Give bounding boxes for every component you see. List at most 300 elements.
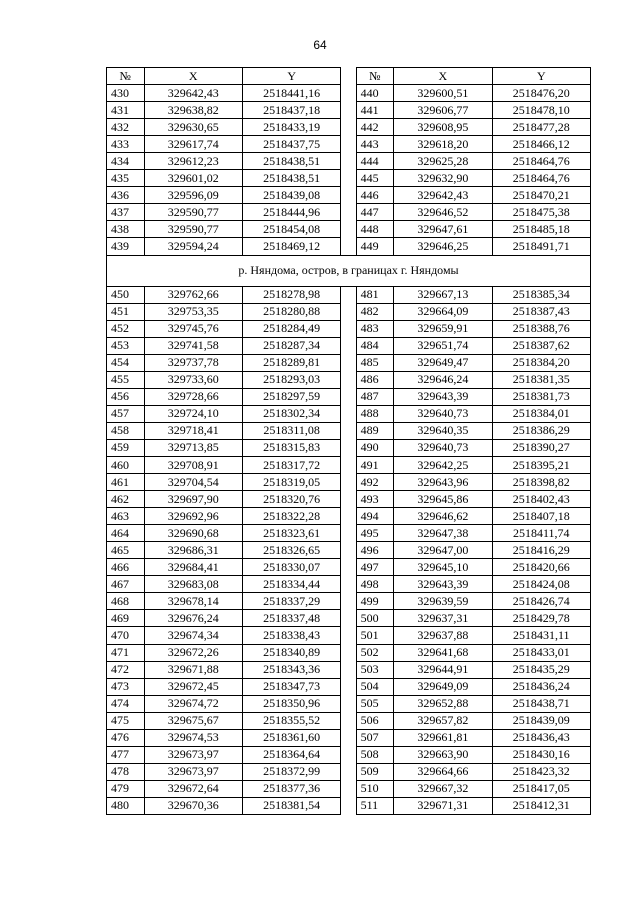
x-coordinate: 329618,20	[394, 136, 492, 153]
point-number: 511	[356, 797, 394, 814]
x-coordinate: 329674,34	[144, 627, 242, 644]
x-coordinate: 329676,24	[144, 610, 242, 627]
y-coordinate: 2518364,64	[242, 746, 340, 763]
y-coordinate: 2518469,12	[242, 238, 340, 255]
y-coordinate: 2518464,76	[492, 153, 590, 170]
y-coordinate: 2518439,08	[242, 187, 340, 204]
column-gap	[341, 746, 356, 763]
y-coordinate: 2518431,11	[492, 627, 590, 644]
y-coordinate: 2518454,08	[242, 221, 340, 238]
y-coordinate: 2518387,62	[492, 337, 590, 354]
column-gap	[341, 119, 356, 136]
y-coordinate: 2518289,81	[242, 354, 340, 371]
column-gap	[341, 474, 356, 491]
table-row	[107, 627, 591, 644]
x-coordinate: 329596,09	[144, 187, 242, 204]
table-row	[107, 797, 591, 814]
y-coordinate: 2518347,73	[242, 678, 340, 695]
table-row	[107, 491, 591, 508]
y-coordinate: 2518438,51	[242, 170, 340, 187]
table-header-row	[107, 68, 591, 85]
point-number: 485	[356, 354, 394, 371]
x-coordinate: 329590,77	[144, 221, 242, 238]
y-coordinate: 2518436,43	[492, 729, 590, 746]
column-gap	[341, 542, 356, 559]
x-coordinate: 329724,10	[144, 405, 242, 422]
table-row	[107, 371, 591, 388]
table-row	[107, 238, 591, 255]
y-coordinate: 2518464,76	[492, 170, 590, 187]
table-row	[107, 610, 591, 627]
x-coordinate: 329644,91	[394, 661, 492, 678]
x-coordinate: 329640,73	[394, 405, 492, 422]
x-coordinate: 329643,96	[394, 474, 492, 491]
table-row	[107, 456, 591, 473]
x-coordinate: 329708,91	[144, 456, 242, 473]
table-row	[107, 405, 591, 422]
column-gap	[341, 354, 356, 371]
point-number: 509	[356, 763, 394, 780]
y-coordinate: 2518441,16	[242, 85, 340, 102]
x-coordinate: 329645,86	[394, 491, 492, 508]
column-gap	[341, 797, 356, 814]
point-number: 489	[356, 422, 394, 439]
y-coordinate: 2518355,52	[242, 712, 340, 729]
y-coordinate: 2518377,36	[242, 780, 340, 797]
x-coordinate: 329671,31	[394, 797, 492, 814]
header-num-left: №	[107, 68, 145, 85]
point-number: 444	[356, 153, 394, 170]
point-number: 473	[107, 678, 145, 695]
point-number: 450	[107, 286, 145, 303]
x-coordinate: 329672,64	[144, 780, 242, 797]
y-coordinate: 2518390,27	[492, 439, 590, 456]
point-number: 438	[107, 221, 145, 238]
x-coordinate: 329713,85	[144, 439, 242, 456]
point-number: 496	[356, 542, 394, 559]
x-coordinate: 329600,51	[394, 85, 492, 102]
table-block-2	[107, 286, 591, 814]
x-coordinate: 329664,09	[394, 303, 492, 320]
y-coordinate: 2518326,65	[242, 542, 340, 559]
point-number: 470	[107, 627, 145, 644]
point-number: 488	[356, 405, 394, 422]
column-gap	[341, 439, 356, 456]
point-number: 475	[107, 712, 145, 729]
y-coordinate: 2518381,73	[492, 388, 590, 405]
point-number: 467	[107, 576, 145, 593]
y-coordinate: 2518444,96	[242, 204, 340, 221]
y-coordinate: 2518350,96	[242, 695, 340, 712]
table-row	[107, 221, 591, 238]
table-row	[107, 102, 591, 119]
section-title: р. Няндома, остров, в границах г. Няндомы	[107, 255, 591, 286]
point-number: 462	[107, 491, 145, 508]
point-number: 447	[356, 204, 394, 221]
x-coordinate: 329674,72	[144, 695, 242, 712]
x-coordinate: 329637,31	[394, 610, 492, 627]
column-gap	[341, 204, 356, 221]
column-gap	[341, 170, 356, 187]
column-gap	[341, 780, 356, 797]
x-coordinate: 329672,26	[144, 644, 242, 661]
column-gap	[341, 320, 356, 337]
point-number: 491	[356, 456, 394, 473]
point-number: 453	[107, 337, 145, 354]
column-gap	[341, 610, 356, 627]
y-coordinate: 2518311,08	[242, 422, 340, 439]
point-number: 464	[107, 525, 145, 542]
point-number: 495	[356, 525, 394, 542]
point-number: 479	[107, 780, 145, 797]
y-coordinate: 2518436,24	[492, 678, 590, 695]
y-coordinate: 2518437,18	[242, 102, 340, 119]
y-coordinate: 2518381,35	[492, 371, 590, 388]
x-coordinate: 329640,73	[394, 439, 492, 456]
header-x-right: X	[394, 68, 492, 85]
column-gap	[341, 508, 356, 525]
point-number: 481	[356, 286, 394, 303]
y-coordinate: 2518412,31	[492, 797, 590, 814]
table-row	[107, 286, 591, 303]
y-coordinate: 2518477,28	[492, 119, 590, 136]
table-row	[107, 85, 591, 102]
table-row	[107, 525, 591, 542]
y-coordinate: 2518320,76	[242, 491, 340, 508]
column-gap	[341, 68, 356, 85]
table-block-1	[107, 85, 591, 255]
y-coordinate: 2518485,18	[492, 221, 590, 238]
point-number: 494	[356, 508, 394, 525]
column-gap	[341, 153, 356, 170]
x-coordinate: 329625,28	[394, 153, 492, 170]
table-row	[107, 320, 591, 337]
x-coordinate: 329630,65	[144, 119, 242, 136]
x-coordinate: 329737,78	[144, 354, 242, 371]
x-coordinate: 329645,10	[394, 559, 492, 576]
point-number: 500	[356, 610, 394, 627]
table-row	[107, 644, 591, 661]
point-number: 504	[356, 678, 394, 695]
point-number: 468	[107, 593, 145, 610]
x-coordinate: 329673,97	[144, 746, 242, 763]
x-coordinate: 329686,31	[144, 542, 242, 559]
point-number: 508	[356, 746, 394, 763]
table-row	[107, 204, 591, 221]
y-coordinate: 2518385,34	[492, 286, 590, 303]
x-coordinate: 329741,58	[144, 337, 242, 354]
y-coordinate: 2518395,21	[492, 456, 590, 473]
y-coordinate: 2518280,88	[242, 303, 340, 320]
point-number: 436	[107, 187, 145, 204]
point-number: 469	[107, 610, 145, 627]
column-gap	[341, 286, 356, 303]
x-coordinate: 329617,74	[144, 136, 242, 153]
point-number: 477	[107, 746, 145, 763]
point-number: 439	[107, 238, 145, 255]
point-number: 506	[356, 712, 394, 729]
column-gap	[341, 187, 356, 204]
x-coordinate: 329652,88	[394, 695, 492, 712]
point-number: 435	[107, 170, 145, 187]
y-coordinate: 2518361,60	[242, 729, 340, 746]
point-number: 466	[107, 559, 145, 576]
x-coordinate: 329733,60	[144, 371, 242, 388]
point-number: 492	[356, 474, 394, 491]
y-coordinate: 2518340,89	[242, 644, 340, 661]
table-row	[107, 388, 591, 405]
point-number: 443	[356, 136, 394, 153]
y-coordinate: 2518402,43	[492, 491, 590, 508]
y-coordinate: 2518439,09	[492, 712, 590, 729]
point-number: 434	[107, 153, 145, 170]
point-number: 459	[107, 439, 145, 456]
table-row	[107, 661, 591, 678]
y-coordinate: 2518426,74	[492, 593, 590, 610]
column-gap	[341, 221, 356, 238]
y-coordinate: 2518334,44	[242, 576, 340, 593]
table-row	[107, 354, 591, 371]
y-coordinate: 2518293,03	[242, 371, 340, 388]
column-gap	[341, 405, 356, 422]
y-coordinate: 2518338,43	[242, 627, 340, 644]
x-coordinate: 329646,52	[394, 204, 492, 221]
column-gap	[341, 525, 356, 542]
x-coordinate: 329690,68	[144, 525, 242, 542]
point-number: 448	[356, 221, 394, 238]
table-row	[107, 170, 591, 187]
column-gap	[341, 712, 356, 729]
column-gap	[341, 593, 356, 610]
y-coordinate: 2518287,34	[242, 337, 340, 354]
table-row	[107, 593, 591, 610]
x-coordinate: 329643,39	[394, 388, 492, 405]
coordinates-table	[106, 67, 591, 815]
x-coordinate: 329697,90	[144, 491, 242, 508]
x-coordinate: 329670,36	[144, 797, 242, 814]
y-coordinate: 2518417,05	[492, 780, 590, 797]
y-coordinate: 2518319,05	[242, 474, 340, 491]
point-number: 486	[356, 371, 394, 388]
x-coordinate: 329657,82	[394, 712, 492, 729]
table-row	[107, 303, 591, 320]
point-number: 446	[356, 187, 394, 204]
y-coordinate: 2518424,08	[492, 576, 590, 593]
y-coordinate: 2518337,48	[242, 610, 340, 627]
y-coordinate: 2518430,16	[492, 746, 590, 763]
point-number: 498	[356, 576, 394, 593]
y-coordinate: 2518433,19	[242, 119, 340, 136]
point-number: 452	[107, 320, 145, 337]
header-x-left: X	[144, 68, 242, 85]
y-coordinate: 2518323,61	[242, 525, 340, 542]
x-coordinate: 329638,82	[144, 102, 242, 119]
table-row	[107, 474, 591, 491]
point-number: 465	[107, 542, 145, 559]
point-number: 461	[107, 474, 145, 491]
x-coordinate: 329659,91	[394, 320, 492, 337]
x-coordinate: 329643,39	[394, 576, 492, 593]
column-gap	[341, 627, 356, 644]
x-coordinate: 329608,95	[394, 119, 492, 136]
point-number: 478	[107, 763, 145, 780]
column-gap	[341, 303, 356, 320]
x-coordinate: 329646,24	[394, 371, 492, 388]
x-coordinate: 329745,76	[144, 320, 242, 337]
point-number: 484	[356, 337, 394, 354]
column-gap	[341, 695, 356, 712]
y-coordinate: 2518386,29	[492, 422, 590, 439]
y-coordinate: 2518466,12	[492, 136, 590, 153]
point-number: 490	[356, 439, 394, 456]
header-y-right: Y	[492, 68, 590, 85]
point-number: 431	[107, 102, 145, 119]
column-gap	[341, 491, 356, 508]
x-coordinate: 329704,54	[144, 474, 242, 491]
section-row	[107, 255, 591, 286]
table-row	[107, 119, 591, 136]
page-number: 64	[313, 38, 327, 52]
column-gap	[341, 661, 356, 678]
x-coordinate: 329649,09	[394, 678, 492, 695]
y-coordinate: 2518429,78	[492, 610, 590, 627]
x-coordinate: 329612,23	[144, 153, 242, 170]
table-row	[107, 576, 591, 593]
header-y-left: Y	[242, 68, 340, 85]
x-coordinate: 329673,97	[144, 763, 242, 780]
point-number: 507	[356, 729, 394, 746]
point-number: 493	[356, 491, 394, 508]
table-row	[107, 559, 591, 576]
column-gap	[341, 644, 356, 661]
x-coordinate: 329632,90	[394, 170, 492, 187]
x-coordinate: 329647,61	[394, 221, 492, 238]
point-number: 430	[107, 85, 145, 102]
x-coordinate: 329664,66	[394, 763, 492, 780]
point-number: 483	[356, 320, 394, 337]
y-coordinate: 2518278,98	[242, 286, 340, 303]
y-coordinate: 2518372,99	[242, 763, 340, 780]
point-number: 501	[356, 627, 394, 644]
point-number: 472	[107, 661, 145, 678]
table-row	[107, 780, 591, 797]
y-coordinate: 2518411,74	[492, 525, 590, 542]
y-coordinate: 2518478,10	[492, 102, 590, 119]
point-number: 451	[107, 303, 145, 320]
point-number: 433	[107, 136, 145, 153]
y-coordinate: 2518438,71	[492, 695, 590, 712]
table-row	[107, 439, 591, 456]
point-number: 458	[107, 422, 145, 439]
y-coordinate: 2518381,54	[242, 797, 340, 814]
column-gap	[341, 388, 356, 405]
y-coordinate: 2518330,07	[242, 559, 340, 576]
x-coordinate: 329641,68	[394, 644, 492, 661]
x-coordinate: 329728,66	[144, 388, 242, 405]
table-row	[107, 678, 591, 695]
x-coordinate: 329667,13	[394, 286, 492, 303]
x-coordinate: 329667,32	[394, 780, 492, 797]
table-row	[107, 422, 591, 439]
x-coordinate: 329646,25	[394, 238, 492, 255]
y-coordinate: 2518302,34	[242, 405, 340, 422]
y-coordinate: 2518317,72	[242, 456, 340, 473]
y-coordinate: 2518423,32	[492, 763, 590, 780]
point-number: 482	[356, 303, 394, 320]
point-number: 437	[107, 204, 145, 221]
point-number: 449	[356, 238, 394, 255]
point-number: 499	[356, 593, 394, 610]
x-coordinate: 329646,62	[394, 508, 492, 525]
point-number: 460	[107, 456, 145, 473]
point-number: 474	[107, 695, 145, 712]
table-row	[107, 712, 591, 729]
y-coordinate: 2518398,82	[492, 474, 590, 491]
point-number: 471	[107, 644, 145, 661]
point-number: 503	[356, 661, 394, 678]
y-coordinate: 2518437,75	[242, 136, 340, 153]
point-number: 455	[107, 371, 145, 388]
column-gap	[341, 576, 356, 593]
column-gap	[341, 763, 356, 780]
point-number: 457	[107, 405, 145, 422]
point-number: 487	[356, 388, 394, 405]
y-coordinate: 2518476,20	[492, 85, 590, 102]
x-coordinate: 329651,74	[394, 337, 492, 354]
point-number: 497	[356, 559, 394, 576]
x-coordinate: 329683,08	[144, 576, 242, 593]
y-coordinate: 2518388,76	[492, 320, 590, 337]
x-coordinate: 329675,67	[144, 712, 242, 729]
x-coordinate: 329639,59	[394, 593, 492, 610]
point-number: 432	[107, 119, 145, 136]
y-coordinate: 2518438,51	[242, 153, 340, 170]
table-row	[107, 153, 591, 170]
column-gap	[341, 559, 356, 576]
point-number: 502	[356, 644, 394, 661]
x-coordinate: 329684,41	[144, 559, 242, 576]
x-coordinate: 329642,43	[144, 85, 242, 102]
y-coordinate: 2518416,29	[492, 542, 590, 559]
x-coordinate: 329594,24	[144, 238, 242, 255]
point-number: 442	[356, 119, 394, 136]
y-coordinate: 2518337,29	[242, 593, 340, 610]
point-number: 440	[356, 85, 394, 102]
y-coordinate: 2518475,38	[492, 204, 590, 221]
x-coordinate: 329762,66	[144, 286, 242, 303]
table-row	[107, 729, 591, 746]
point-number: 505	[356, 695, 394, 712]
x-coordinate: 329672,45	[144, 678, 242, 695]
column-gap	[341, 422, 356, 439]
column-gap	[341, 678, 356, 695]
x-coordinate: 329642,43	[394, 187, 492, 204]
y-coordinate: 2518284,49	[242, 320, 340, 337]
column-gap	[341, 238, 356, 255]
point-number: 463	[107, 508, 145, 525]
table-row	[107, 746, 591, 763]
x-coordinate: 329647,00	[394, 542, 492, 559]
table-row	[107, 337, 591, 354]
point-number: 510	[356, 780, 394, 797]
y-coordinate: 2518420,66	[492, 559, 590, 576]
column-gap	[341, 85, 356, 102]
point-number: 454	[107, 354, 145, 371]
y-coordinate: 2518433,01	[492, 644, 590, 661]
x-coordinate: 329601,02	[144, 170, 242, 187]
table-row	[107, 695, 591, 712]
table-row	[107, 542, 591, 559]
